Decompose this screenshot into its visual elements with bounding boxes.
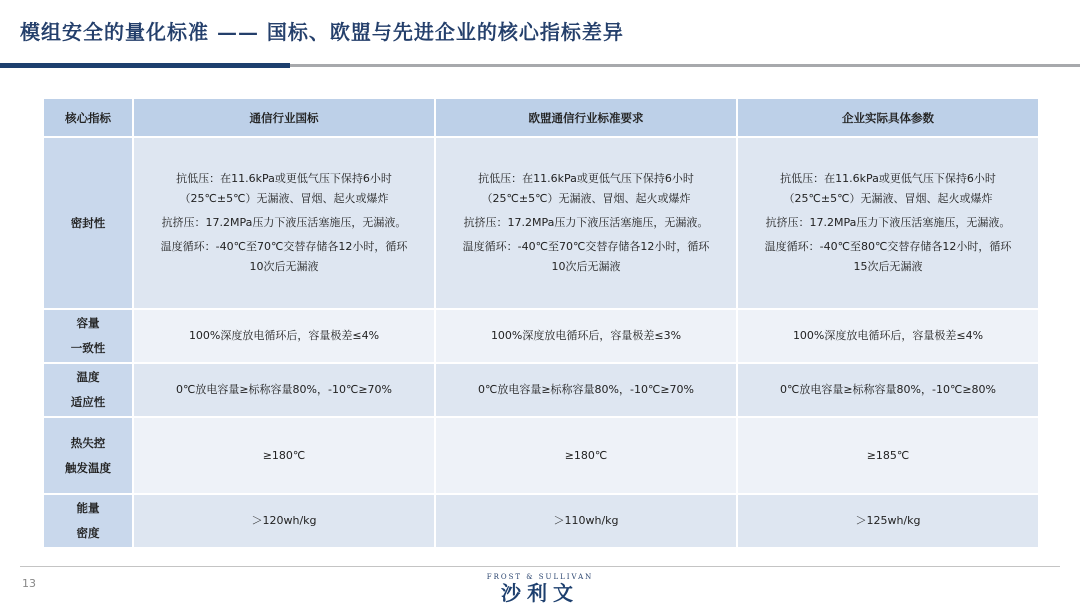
header-cell: 核心指标	[44, 99, 132, 136]
header-cell: 欧盟通信行业标准要求	[436, 99, 736, 136]
page-number: 13	[22, 577, 36, 590]
frost-sullivan-logo	[480, 573, 600, 605]
table-cell: 100%深度放电循环后，容量极差≤3%	[436, 310, 736, 362]
row-label: 容量 一致性	[44, 310, 132, 362]
row-label: 能量 密度	[44, 495, 132, 547]
table-cell: 100%深度放电循环后，容量极差≤4%	[738, 310, 1038, 362]
comparison-table	[42, 97, 1040, 549]
footer-divider	[20, 566, 1060, 567]
table-cell: ＞125wh/kg	[738, 495, 1038, 547]
table-cell: 0℃放电容量≥标称容量80%，-10℃≥80%	[738, 364, 1038, 416]
table-cell: 100%深度放电循环后，容量极差≤4%	[134, 310, 434, 362]
table-cell: ＞110wh/kg	[436, 495, 736, 547]
table-row	[44, 495, 1038, 547]
title-underline-accent	[0, 63, 290, 68]
table-cell: ≥180℃	[134, 418, 434, 493]
header-cell: 通信行业国标	[134, 99, 434, 136]
table-row	[44, 364, 1038, 416]
title-underline	[290, 64, 1080, 67]
row-label: 温度 适应性	[44, 364, 132, 416]
page-title: 模组安全的量化标准 —— 国标、欧盟与先进企业的核心指标差异	[20, 20, 624, 44]
table-cell: ≥185℃	[738, 418, 1038, 493]
table-cell: ＞120wh/kg	[134, 495, 434, 547]
table-cell: 抗低压：在11.6kPa或更低气压下保持6小时 （25℃±5℃）无漏液、冒烟、起火或爆炸 抗挤压：17.2MPa压力下液压活塞施压，无漏液。 温度循环：-40℃至70℃交替存储各12小时，循环 10次后无漏液	[436, 138, 736, 308]
table-cell: 抗低压：在11.6kPa或更低气压下保持6小时 （25℃±5℃）无漏液、冒烟、起火或爆炸 抗挤压：17.2MPa压力下液压活塞施压，无漏液。 温度循环：-40℃至80℃交替存储各12小时，循环 15次后无漏液	[738, 138, 1038, 308]
row-label: 热失控 触发温度	[44, 418, 132, 493]
table-cell: 0℃放电容量≥标称容量80%，-10℃≥70%	[134, 364, 434, 416]
header-cell: 企业实际具体参数	[738, 99, 1038, 136]
logo-chinese-text: 沙利文	[501, 581, 579, 605]
table-cell: 0℃放电容量≥标称容量80%，-10℃≥70%	[436, 364, 736, 416]
table-cell: ≥180℃	[436, 418, 736, 493]
table-header-row	[44, 99, 1038, 136]
table-row	[44, 310, 1038, 362]
row-label: 密封性	[44, 138, 132, 308]
table-row	[44, 138, 1038, 308]
table-cell: 抗低压：在11.6kPa或更低气压下保持6小时 （25℃±5℃）无漏液、冒烟、起火或爆炸 抗挤压：17.2MPa压力下液压活塞施压，无漏液。 温度循环：-40℃至70℃交替存储各12小时，循环 10次后无漏液	[134, 138, 434, 308]
logo-english-text: FROST & SULLIVAN	[486, 573, 594, 581]
table-row	[44, 418, 1038, 493]
